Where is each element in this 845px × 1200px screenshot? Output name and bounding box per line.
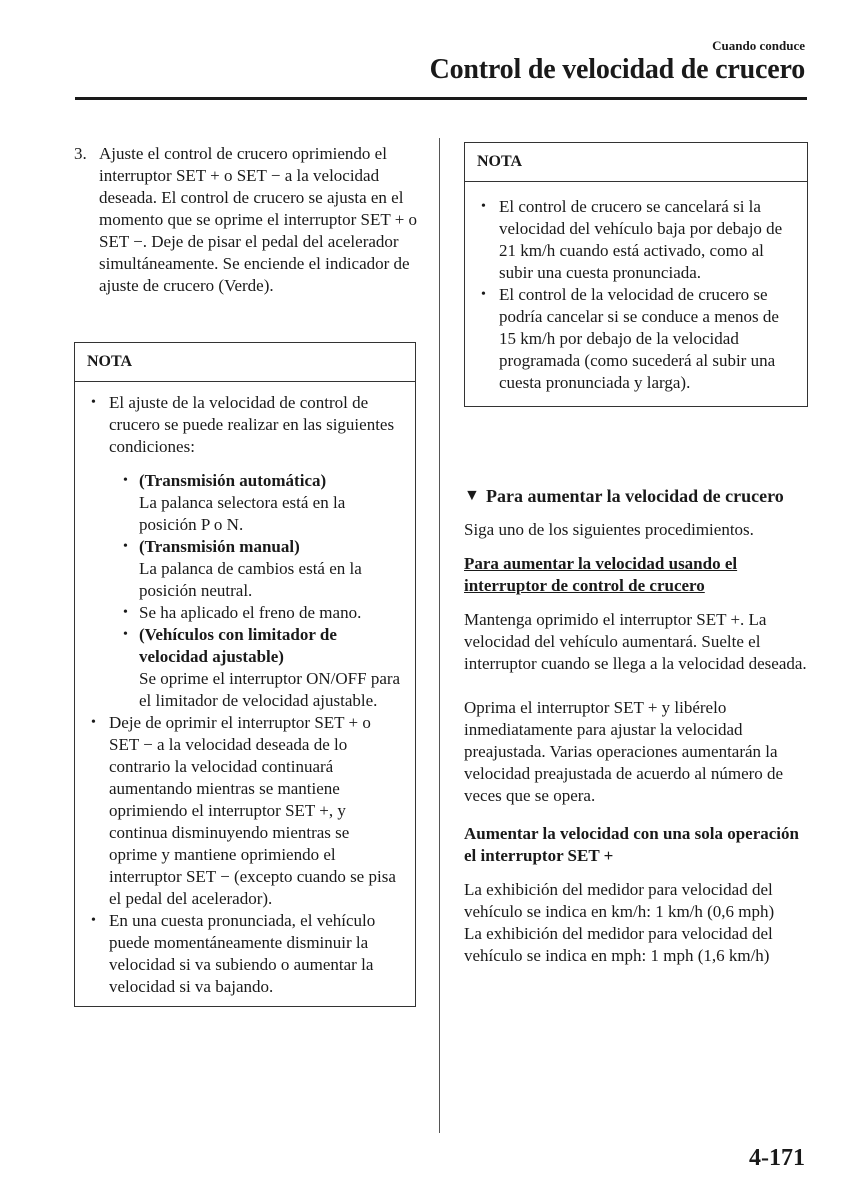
condition-item: [123, 536, 401, 602]
condition-label: (Transmisión automática): [139, 471, 327, 490]
section-label: Cuando conduce: [712, 38, 805, 53]
page-number: 4-171: [749, 1145, 805, 1171]
condition-item: [123, 624, 401, 712]
condition-text: Se oprime el interruptor ON/OFF para el limitador de velocidad ajustable.: [139, 669, 401, 710]
section-heading: [464, 485, 809, 507]
column-divider: [439, 138, 440, 1133]
condition-text: La palanca de cambios está en la posición neutral.: [139, 559, 362, 600]
paragraph: La exhibición del medidor para velocidad del vehículo se indica en mph: 1 mph (1,6 km/h): [464, 924, 773, 965]
triangle-down-icon: ▼: [464, 487, 480, 504]
condition-label: (Transmisión manual): [139, 537, 300, 556]
note-bullet: • En una cuesta pronunciada, el vehículo puede momentáneamente disminuir la velocidad si va subiendo o aumentar la velocidad si va bajando.: [87, 910, 401, 998]
paragraph: Oprima el interruptor SET + y libérelo inmediatamente para ajustar la velocidad preajustada. Varias operaciones aumentarán la velocidad preajustada de acuerdo al número de veces que se opera.: [464, 698, 784, 805]
page-title: Control de velocidad de crucero: [429, 54, 805, 85]
note-bullet: [87, 392, 401, 712]
note-bullet: • El control de crucero se cancelará si la velocidad del vehículo baja por debajo de 21 km/h cuando está activado, como al subir una cuesta pronunciada.: [477, 196, 793, 284]
step-3: [74, 143, 419, 297]
note-box-right: [464, 142, 808, 407]
paragraph: La exhibición del medidor para velocidad del vehículo se indica en km/h: 1 km/h (0,6 mph): [464, 880, 775, 921]
subheading: Para aumentar la velocidad usando el interruptor de control de crucero: [464, 554, 738, 595]
section-heading-text: Para aumentar la velocidad de crucero: [486, 486, 784, 506]
note-bullet: • El control de la velocidad de crucero se podría cancelar si se conduce a menos de 15 km/h por debajo de la velocidad programada (como sucederá al subir una cuesta pronunciada y larga).: [477, 284, 793, 394]
condition-label: (Vehículos con limitador de velocidad ajustable): [139, 625, 337, 666]
note-heading: NOTA: [75, 343, 415, 382]
condition-text: La palanca selectora está en la posición P o N.: [139, 493, 346, 534]
note-intro: El ajuste de la velocidad de control de crucero se puede realizar en las siguientes condiciones:: [109, 393, 395, 456]
note-heading: NOTA: [465, 143, 807, 182]
right-column-content: [464, 485, 809, 967]
condition-item: [123, 470, 401, 536]
condition-text: Se ha aplicado el freno de mano.: [139, 603, 362, 622]
step-number: 3.: [74, 144, 87, 163]
step-text: Ajuste el control de crucero oprimiendo el interruptor SET + o SET − a la velocidad deseada. El control de crucero se ajusta en el momento que se oprime el interruptor SET + o SET −. Deje de pisar el pedal del acelerador simultáneamente. Se enciende el indicador de ajuste de crucero (Verde).: [99, 144, 418, 295]
paragraph: Mantenga oprimido el interruptor SET +. La velocidad del vehículo aumentará. Suelte el interruptor cuando se llega a la velocidad deseada.: [464, 610, 807, 673]
note-bullet: • Deje de oprimir el interruptor SET + o SET − a la velocidad deseada de lo contrario la velocidad continuará aumentando mientras se mantiene oprimiendo el interruptor SET +, y continua disminuyendo mientras se oprime y mantiene oprimiendo el interruptor SET − (excepto cuando se pisa el pedal del acelerador).: [87, 712, 401, 910]
note-box-left: [74, 342, 416, 1007]
intro-text: Siga uno de los siguientes procedimientos.: [464, 520, 754, 539]
bold-subheading: Aumentar la velocidad con una sola operación el interruptor SET +: [464, 824, 799, 865]
condition-item: [123, 602, 401, 624]
header-rule: [75, 97, 807, 100]
